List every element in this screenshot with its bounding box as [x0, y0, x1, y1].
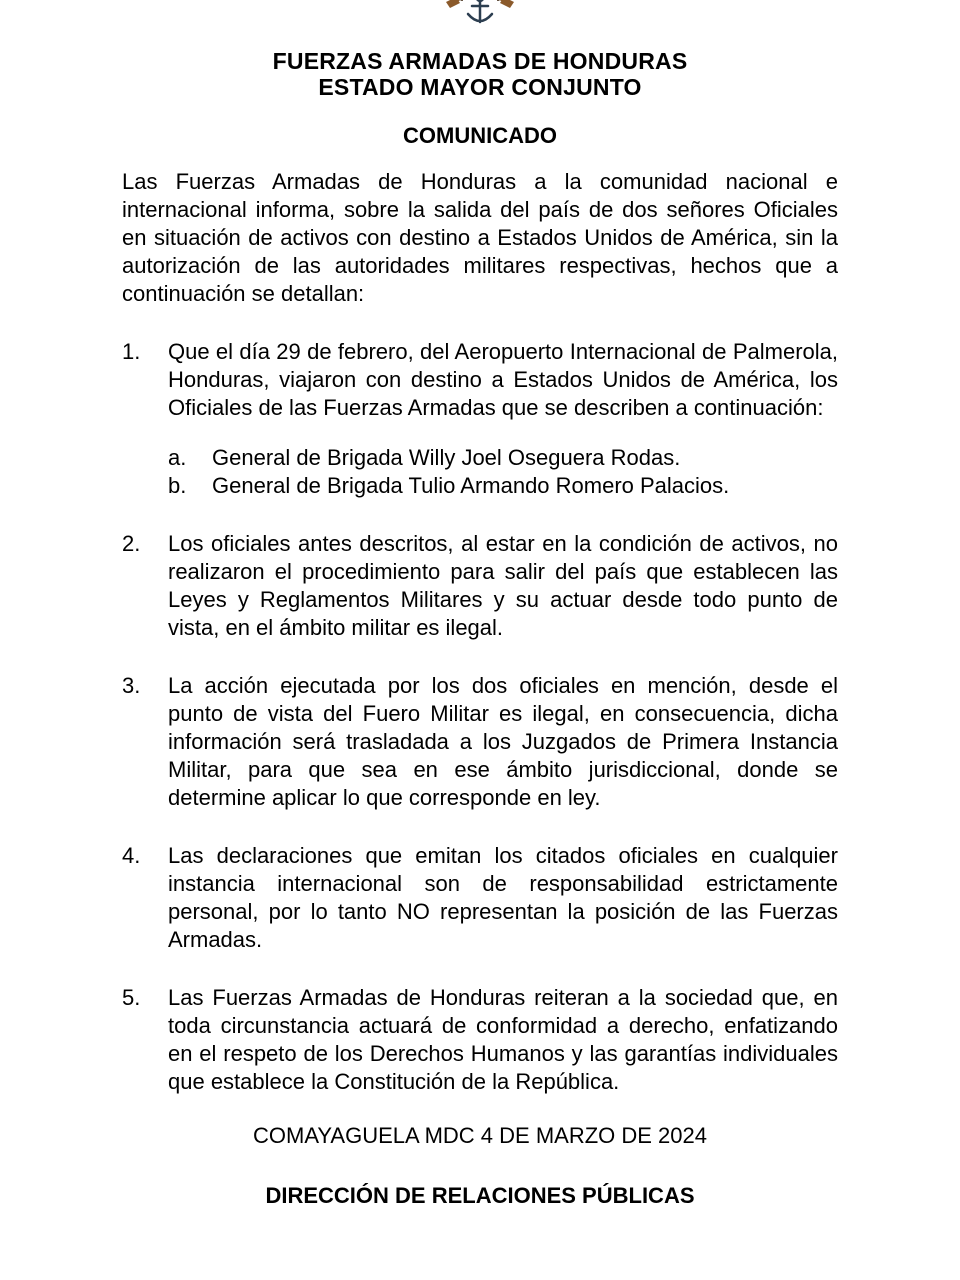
sub-list-marker: b.: [168, 473, 187, 498]
list-item-text: Las Fuerzas Armadas de Honduras reiteran a la sociedad que, en toda circunstancia actuará de conformidad a derecho, enfatizando en el respeto de los Derechos Humanos y las garantías individuales que establece la Constitución de la República.: [168, 985, 838, 1094]
sub-list-item: [168, 444, 838, 472]
header-line-force: FUERZAS ARMADAS DE HONDURAS: [272, 48, 688, 74]
list-item: [122, 338, 838, 500]
emblem-clip-region: [0, 0, 960, 30]
list-marker: 5.: [122, 985, 141, 1010]
sub-list-item-text: General de Brigada Tulio Armando Romero Palacios.: [212, 473, 730, 498]
list-item-text: Las declaraciones que emitan los citados oficiales en cualquier instancia internacional son de responsabilidad estrictamente personal, por lo tanto NO representan la posición de las Fuerzas Armadas.: [168, 843, 838, 952]
list-item: [122, 842, 838, 954]
document-body: [122, 122, 838, 1096]
numbered-list: [122, 338, 838, 1096]
issuing-department: DIRECCIÓN DE RELACIONES PÚBLICAS: [265, 1183, 695, 1208]
sub-list-item: [168, 472, 838, 500]
list-marker: 4.: [122, 843, 141, 868]
header-line-staff: ESTADO MAYOR CONJUNTO: [318, 74, 642, 100]
honduras-armed-forces-coat-of-arms-icon: [432, 0, 528, 30]
sub-list-marker: a.: [168, 445, 187, 470]
list-item: [122, 984, 838, 1096]
list-marker: 1.: [122, 339, 141, 364]
list-item-text: La acción ejecutada por los dos oficiales en mención, desde el punto de vista del Fuero Militar es ilegal, en consecuencia, dicha información será trasladada a los Juzgados de Primera Instancia Militar, para que sea en ese ámbito jurisdiccional, donde se determine aplicar lo que corresponde en ley.: [168, 673, 838, 810]
intro-paragraph: Las Fuerzas Armadas de Honduras a la comunidad nacional e internacional informa, sobre la salida del país de dos señores Oficiales en situación de activos con destino a Estados Unidos de América, sin la autorización de las autoridades militares respectivas, hechos que a continuación se detallan:: [122, 169, 838, 306]
place-and-date: COMAYAGUELA MDC 4 DE MARZO DE 2024: [253, 1123, 707, 1148]
list-item-text: Que el día 29 de febrero, del Aeropuerto Internacional de Palmerola, Honduras, viajaron con destino a Estados Unidos de América, los Oficiales de las Fuerzas Armadas que se describen a continuación:: [168, 339, 838, 420]
page-title: COMUNICADO: [403, 123, 557, 148]
sub-list: [168, 444, 838, 500]
list-marker: 3.: [122, 673, 141, 698]
list-item: [122, 530, 838, 642]
list-marker: 2.: [122, 531, 141, 556]
sub-list-item-text: General de Brigada Willy Joel Oseguera Rodas.: [212, 445, 681, 470]
list-item: [122, 672, 838, 812]
institution-header: [0, 48, 960, 100]
list-item-text: Los oficiales antes descritos, al estar en la condición de activos, no realizaron el procedimiento para salir del país que establecen las Leyes y Reglamentos Militares y su actuar desde todo punto de vista, en el ámbito militar es ilegal.: [168, 531, 838, 640]
